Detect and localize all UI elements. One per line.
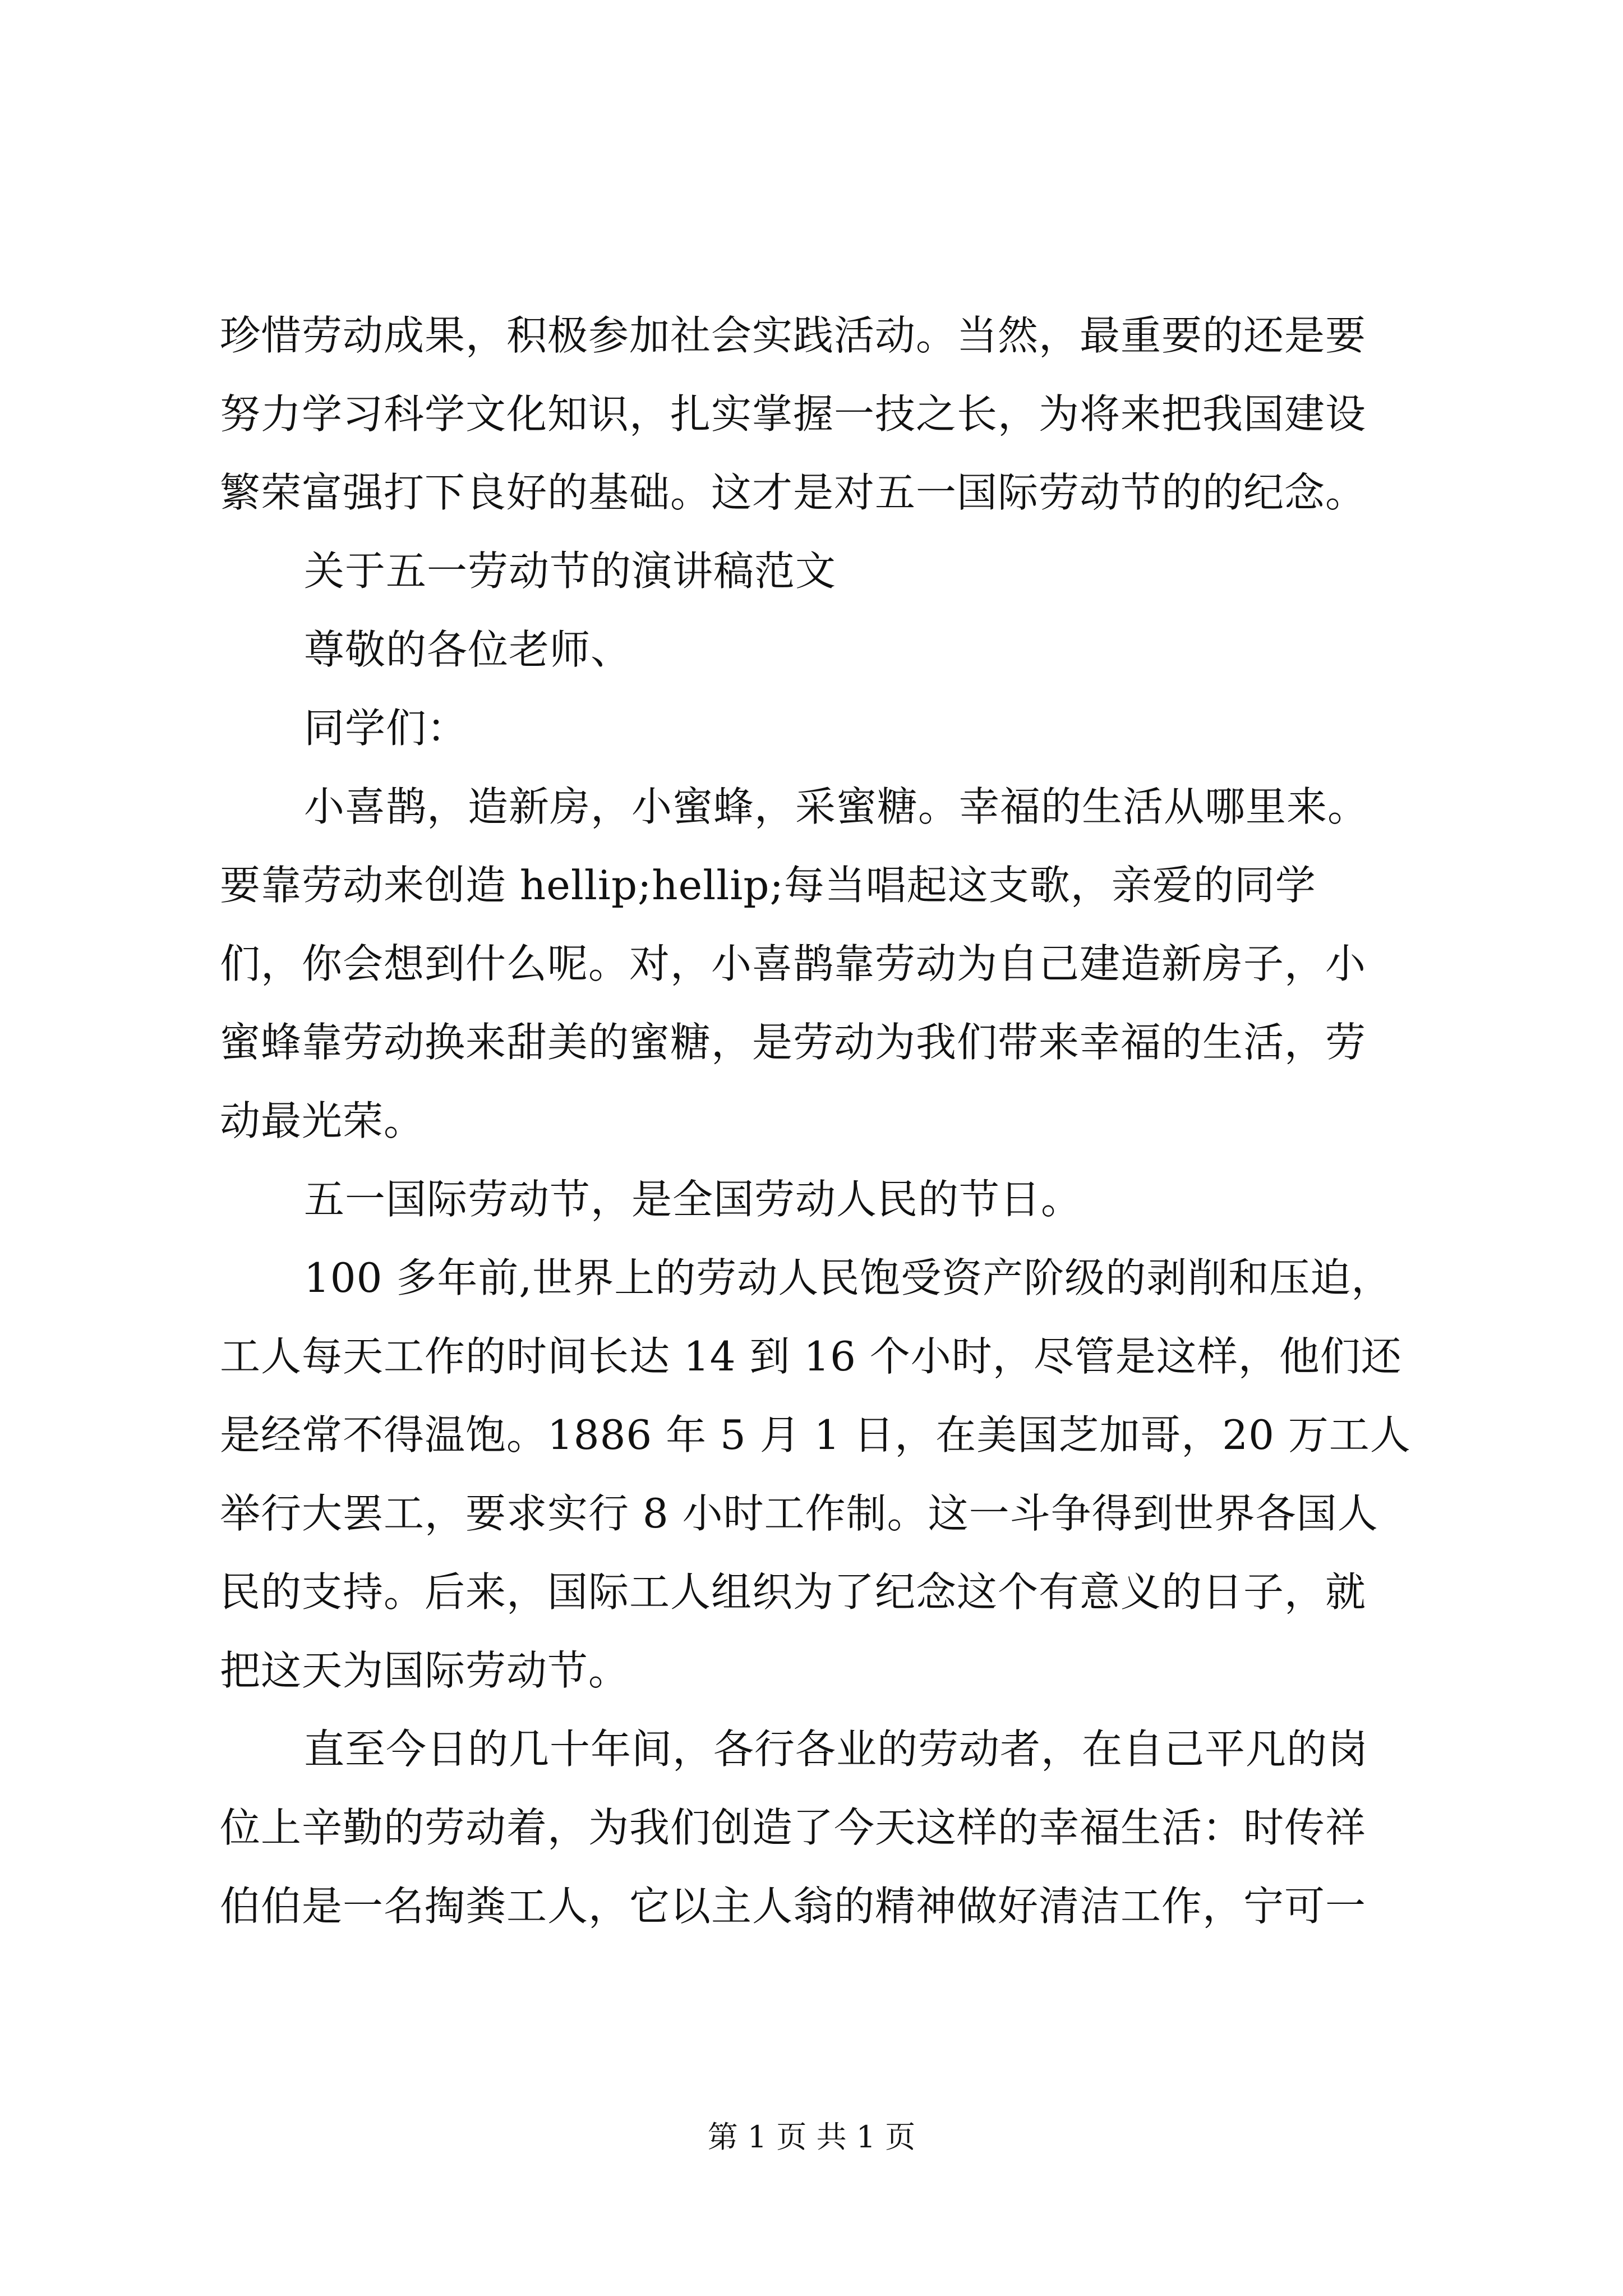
- text-line: 位上辛勤的劳动着，为我们创造了今天这样的幸福生活：时传祥: [220, 1804, 1367, 1851]
- text-line: 动最光荣。: [220, 1097, 425, 1144]
- text-line: 努力学习科学文化知识，扎实掌握一技之长，为将来把我国建设: [220, 390, 1367, 438]
- text-line: 工人每天工作的时间长达 14 到 16 个小时，尽管是这样，他们还: [220, 1333, 1402, 1380]
- paragraph-start-line: 五一国际劳动节，是全国劳动人民的节日。: [304, 1176, 1082, 1223]
- page-footer: 第 1 页 共 1 页: [707, 2119, 916, 2155]
- text-line: 民的支持。后来，国际工人组织为了纪念这个有意义的日子，就: [220, 1568, 1367, 1616]
- text-line: 要靠劳动来创造 hellip;hellip;每当唱起这支歌，亲爱的同学: [220, 862, 1316, 909]
- text-line: 们，你会想到什么呢。对，小喜鹊靠劳动为自己建造新房子，小: [220, 940, 1367, 987]
- paragraph-start-line: 小喜鹊，造新房，小蜜蜂，采蜜糖。幸福的生活从哪里来。: [304, 783, 1369, 830]
- salutation-line: 尊敬的各位老师、: [304, 626, 632, 673]
- text-line: 蜜蜂靠劳动换来甜美的蜜糖，是劳动为我们带来幸福的生活，劳: [220, 1019, 1367, 1066]
- text-line: 是经常不得温饱。1886 年 5 月 1 日，在美国芝加哥，20 万工人: [220, 1411, 1411, 1458]
- text-line: 繁荣富强打下良好的基础。这才是对五一国际劳动节的的纪念。: [220, 469, 1367, 516]
- salutation-line: 同学们：: [304, 705, 468, 752]
- text-line: 把这天为国际劳动节。: [220, 1647, 630, 1694]
- paragraph-start-line: 直至今日的几十年间，各行各业的劳动者，在自己平凡的岗: [304, 1726, 1369, 1773]
- document-body: [220, 296, 1428, 1945]
- section-title: 关于五一劳动节的演讲稿范文: [304, 547, 837, 595]
- paragraph-start-line: 100 多年前,世界上的劳动人民饱受资产阶级的剥削和压迫，: [304, 1254, 1393, 1301]
- text-line: 珍惜劳动成果，积极参加社会实践活动。当然，最重要的还是要: [220, 312, 1367, 359]
- text-line: 举行大罢工，要求实行 8 小时工作制。这一斗争得到世界各国人: [220, 1490, 1378, 1537]
- text-line: 伯伯是一名掏粪工人，它以主人翁的精神做好清洁工作，宁可一: [220, 1883, 1367, 1930]
